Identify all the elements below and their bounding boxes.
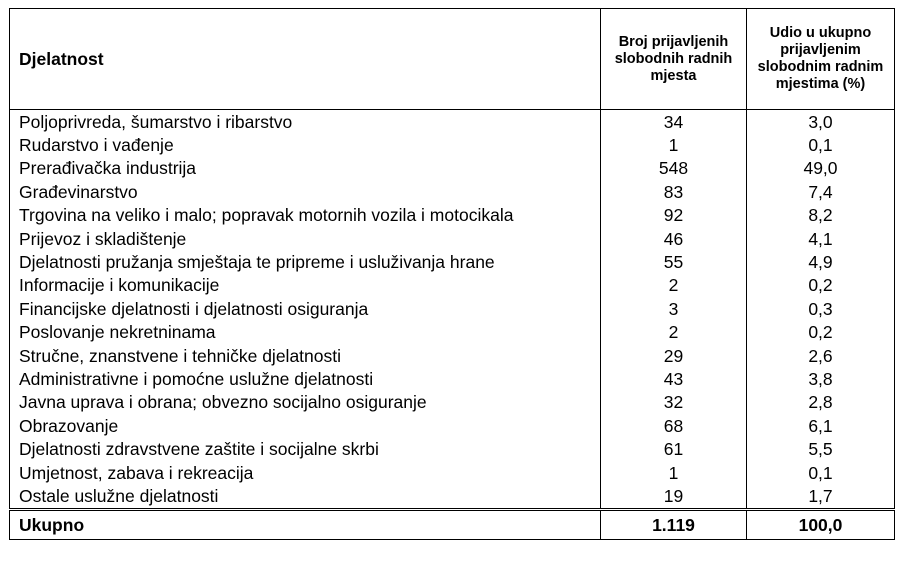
vacancy-share: 1,7 bbox=[747, 484, 895, 509]
vacancy-share: 4,9 bbox=[747, 250, 895, 273]
header-vacancy-count: Broj prijavljenih slobodnih radnih mjesta bbox=[601, 9, 747, 110]
vacancy-count: 68 bbox=[601, 414, 747, 437]
activity-name: Prerađivačka industrija bbox=[10, 157, 601, 180]
table-body bbox=[10, 110, 895, 510]
activity-name: Djelatnosti pružanja smještaja te pripreme i usluživanja hrane bbox=[10, 250, 601, 273]
activity-name: Obrazovanje bbox=[10, 414, 601, 437]
activity-name: Javna uprava i obrana; obvezno socijalno osiguranje bbox=[10, 391, 601, 414]
vacancy-share: 0,2 bbox=[747, 321, 895, 344]
table-row bbox=[10, 461, 895, 484]
vacancies-by-activity-table bbox=[9, 8, 895, 540]
vacancy-count: 46 bbox=[601, 227, 747, 250]
header-row bbox=[10, 9, 895, 110]
activity-name: Administrativne i pomoćne uslužne djelatnosti bbox=[10, 367, 601, 390]
vacancy-share: 2,8 bbox=[747, 391, 895, 414]
vacancy-count: 1 bbox=[601, 133, 747, 156]
vacancy-share: 4,1 bbox=[747, 227, 895, 250]
vacancy-share: 6,1 bbox=[747, 414, 895, 437]
header-activity: Djelatnost bbox=[10, 9, 601, 110]
vacancy-share: 8,2 bbox=[747, 204, 895, 227]
activity-name: Trgovina na veliko i malo; popravak motornih vozila i motocikala bbox=[10, 204, 601, 227]
header-vacancy-share: Udio u ukupno prijavljenim slobodnim radnim mjestima (%) bbox=[747, 9, 895, 110]
activity-name: Prijevoz i skladištenje bbox=[10, 227, 601, 250]
activity-name: Rudarstvo i vađenje bbox=[10, 133, 601, 156]
table-row bbox=[10, 297, 895, 320]
activity-name: Umjetnost, zabava i rekreacija bbox=[10, 461, 601, 484]
activity-name: Ostale uslužne djelatnosti bbox=[10, 484, 601, 509]
total-label: Ukupno bbox=[10, 509, 601, 539]
vacancy-count: 2 bbox=[601, 274, 747, 297]
vacancy-share: 0,1 bbox=[747, 461, 895, 484]
vacancy-count: 83 bbox=[601, 180, 747, 203]
vacancy-share: 7,4 bbox=[747, 180, 895, 203]
vacancy-count: 92 bbox=[601, 204, 747, 227]
total-row bbox=[10, 509, 895, 539]
vacancy-count: 1 bbox=[601, 461, 747, 484]
vacancies-table-container bbox=[9, 8, 894, 540]
table-row bbox=[10, 344, 895, 367]
vacancy-share: 3,0 bbox=[747, 110, 895, 134]
vacancy-count: 32 bbox=[601, 391, 747, 414]
total-vacancy-count: 1.119 bbox=[601, 509, 747, 539]
activity-name: Informacije i komunikacije bbox=[10, 274, 601, 297]
table-row bbox=[10, 250, 895, 273]
vacancy-count: 34 bbox=[601, 110, 747, 134]
table-header bbox=[10, 9, 895, 110]
vacancy-share: 49,0 bbox=[747, 157, 895, 180]
table-row bbox=[10, 437, 895, 460]
table-row bbox=[10, 391, 895, 414]
table-row bbox=[10, 414, 895, 437]
table-row bbox=[10, 110, 895, 134]
vacancy-share: 0,2 bbox=[747, 274, 895, 297]
table-row bbox=[10, 204, 895, 227]
vacancy-count: 2 bbox=[601, 321, 747, 344]
activity-name: Poslovanje nekretninama bbox=[10, 321, 601, 344]
vacancy-share: 2,6 bbox=[747, 344, 895, 367]
activity-name: Stručne, znanstvene i tehničke djelatnosti bbox=[10, 344, 601, 367]
table-row bbox=[10, 367, 895, 390]
activity-name: Poljoprivreda, šumarstvo i ribarstvo bbox=[10, 110, 601, 134]
table-row bbox=[10, 157, 895, 180]
vacancy-count: 43 bbox=[601, 367, 747, 390]
vacancy-count: 19 bbox=[601, 484, 747, 509]
vacancy-share: 0,1 bbox=[747, 133, 895, 156]
vacancy-share: 3,8 bbox=[747, 367, 895, 390]
activity-name: Građevinarstvo bbox=[10, 180, 601, 203]
table-row bbox=[10, 180, 895, 203]
vacancy-share: 0,3 bbox=[747, 297, 895, 320]
vacancy-count: 61 bbox=[601, 437, 747, 460]
table-row bbox=[10, 227, 895, 250]
vacancy-count: 3 bbox=[601, 297, 747, 320]
table-row bbox=[10, 133, 895, 156]
total-vacancy-share: 100,0 bbox=[747, 509, 895, 539]
table-row bbox=[10, 484, 895, 509]
vacancy-share: 5,5 bbox=[747, 437, 895, 460]
activity-name: Djelatnosti zdravstvene zaštite i socijalne skrbi bbox=[10, 437, 601, 460]
table-row bbox=[10, 321, 895, 344]
table-row bbox=[10, 274, 895, 297]
vacancy-count: 548 bbox=[601, 157, 747, 180]
activity-name: Financijske djelatnosti i djelatnosti osiguranja bbox=[10, 297, 601, 320]
vacancy-count: 55 bbox=[601, 250, 747, 273]
table-footer bbox=[10, 509, 895, 539]
vacancy-count: 29 bbox=[601, 344, 747, 367]
